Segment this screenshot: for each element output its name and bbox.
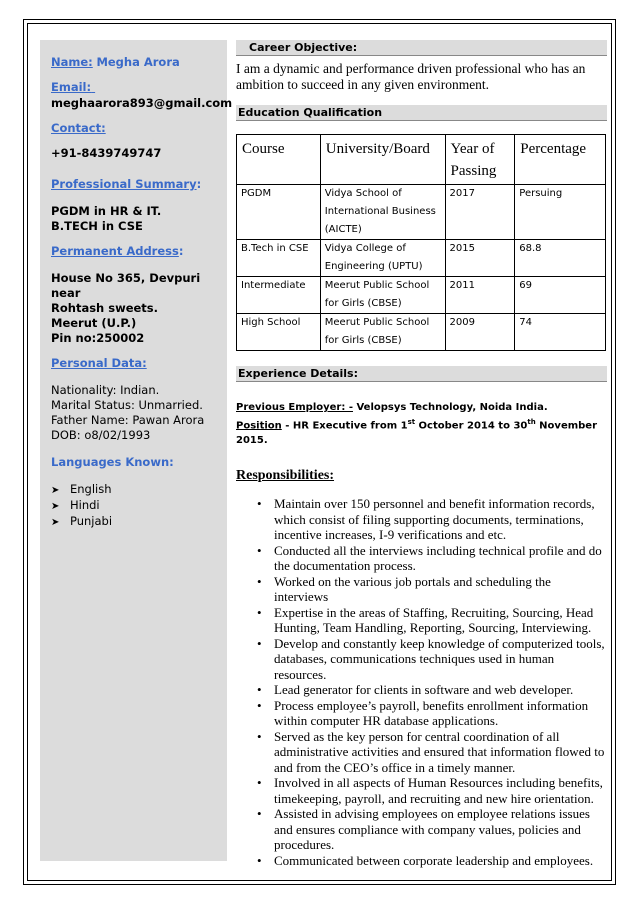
address-label-wrap xyxy=(51,244,227,259)
cell-year: 2011 xyxy=(445,277,515,314)
list-item: • Involved in all aspects of Human Resources including benefits, timekeeping, payroll, and recruiting and new hire orientation. xyxy=(274,775,607,806)
email-label-wrap xyxy=(51,80,227,95)
col-header-board: University/Board xyxy=(320,135,445,185)
cell-year: 2009 xyxy=(445,314,515,351)
contact-label: Contact: xyxy=(51,121,106,135)
address-colon: : xyxy=(178,244,184,258)
summary-label: Professional Summary xyxy=(51,177,197,191)
col-header-course: Course xyxy=(237,135,321,185)
language-label: Punjabi xyxy=(70,514,113,528)
language-label: English xyxy=(70,482,112,496)
col-header-year-line2: Passing xyxy=(450,163,497,179)
position-label: Position xyxy=(236,420,282,432)
list-item: • Maintain over 150 personnel and benefit information records, which consist of filing supporting documents, terminations, incentive increases, I-9 verifications and etc. xyxy=(274,496,607,543)
personal-label: Personal Data: xyxy=(51,356,147,370)
arrow-bullet-icon: ➤ xyxy=(51,517,60,528)
address-line: House No 365, Devpuri near xyxy=(51,271,201,300)
personal-line: Marital Status: Unmarried. xyxy=(51,398,203,412)
arrow-bullet-icon: ➤ xyxy=(51,501,60,512)
personal-label-wrap xyxy=(51,356,227,371)
cell-course: High School xyxy=(237,314,321,351)
cell-board: Vidya College of Engineering (UPTU) xyxy=(320,240,445,277)
personal-line: Nationality: Indian. xyxy=(51,383,160,397)
experience-heading: Experience Details: xyxy=(236,366,607,382)
list-item: • Process employee’s payroll, benefits enrollment information within computer HR database applications. xyxy=(274,698,607,729)
address-lines xyxy=(51,271,227,346)
employer-value: Velopsys Technology, Noida India. xyxy=(356,402,548,413)
name-label: Name: xyxy=(51,55,93,69)
contact-value: +91-8439749747 xyxy=(51,146,162,160)
position-suffix: November 2015. xyxy=(236,420,598,447)
table-row xyxy=(237,240,606,277)
cell-board: Vidya School of International Business (AICTE) xyxy=(320,185,445,240)
contact-label-wrap xyxy=(51,121,227,136)
languages-list xyxy=(51,482,227,530)
table-header-row xyxy=(237,135,606,185)
list-item xyxy=(51,482,227,498)
name-line xyxy=(51,55,227,70)
language-label: Hindi xyxy=(70,498,100,512)
languages-label-wrap xyxy=(51,455,227,470)
personal-lines xyxy=(51,383,227,443)
cell-percentage: Persuing xyxy=(515,185,606,240)
personal-line: DOB: o8/02/1993 xyxy=(51,428,151,442)
employer-line xyxy=(236,400,607,415)
summary-line: PGDM in HR & IT. xyxy=(51,204,162,218)
email-value: meghaarora893@gmail.com xyxy=(51,96,233,110)
table-row xyxy=(237,314,606,351)
position-line xyxy=(236,415,607,448)
responsibilities-list xyxy=(236,496,607,868)
table-row xyxy=(237,277,606,314)
list-item: • Served as the key person for central coordination of all administrative activities and ensured that information flowed to and from the CEO’s office in a timely manner. xyxy=(274,729,607,776)
address-line: Meerut (U.P.) xyxy=(51,316,137,330)
email-label: Email: xyxy=(51,80,92,94)
list-item: • Assisted in advising employees on employee relations issues and ensures compliance with company values, policies and procedures. xyxy=(274,806,607,853)
summary-colon: : xyxy=(196,177,202,191)
list-item: • Lead generator for clients in software and web developer. xyxy=(274,682,607,698)
position-mid: October 2014 to 30 xyxy=(415,420,528,432)
position-prefix: - HR Executive from 1 xyxy=(281,420,408,432)
name-value: Megha Arora xyxy=(96,55,180,69)
cell-course: Intermediate xyxy=(237,277,321,314)
employer-label: Previous Employer: - xyxy=(236,402,353,413)
position-sup-th: th xyxy=(527,418,536,426)
cell-board: Meerut Public School for Girls (CBSE) xyxy=(320,277,445,314)
list-item: • Worked on the various job portals and scheduling the interviews xyxy=(274,574,607,605)
cell-percentage: 74 xyxy=(515,314,606,351)
summary-line: B.TECH in CSE xyxy=(51,219,143,233)
list-item: • Expertise in the areas of Staffing, Recruiting, Sourcing, Head Hunting, Team Handling, Reporting, Sourcing, Interviewing. xyxy=(274,605,607,636)
education-table xyxy=(236,134,606,351)
languages-label: Languages Known: xyxy=(51,455,174,469)
table-row xyxy=(237,185,606,240)
list-item xyxy=(51,514,227,530)
list-item: • Develop and constantly keep knowledge of computerized tools, databases, communications techniques used in human resources. xyxy=(274,636,607,683)
cell-course: B.Tech in CSE xyxy=(237,240,321,277)
cell-percentage: 69 xyxy=(515,277,606,314)
address-line: Pin no:250002 xyxy=(51,331,145,345)
summary-lines xyxy=(51,204,227,234)
position-sup-st: st xyxy=(407,418,416,426)
objective-text: I am a dynamic and performance driven professional who has an ambition to succeed in any given environment. xyxy=(236,61,586,92)
address-line: Rohtash sweets. xyxy=(51,301,159,315)
summary-label-wrap xyxy=(51,177,227,192)
cell-board: Meerut Public School for Girls (CBSE) xyxy=(320,314,445,351)
objective-heading: Career Objective: xyxy=(236,40,607,56)
cell-year: 2017 xyxy=(445,185,515,240)
arrow-bullet-icon: ➤ xyxy=(51,485,60,496)
cell-year: 2015 xyxy=(445,240,515,277)
sidebar xyxy=(40,40,233,861)
cell-course: PGDM xyxy=(237,185,321,240)
responsibilities-title: Responsibilities: xyxy=(236,468,335,484)
col-header-percentage: Percentage xyxy=(515,135,606,185)
main-content xyxy=(236,40,607,868)
list-item: • Communicated between corporate leadership and employees. xyxy=(274,853,607,869)
list-item: • Conducted all the interviews including technical profile and do the documentation process. xyxy=(274,543,607,574)
address-label: Permanent Address xyxy=(51,244,179,258)
education-heading: Education Qualification xyxy=(236,105,607,121)
personal-line: Father Name: Pawan Arora xyxy=(51,413,205,427)
cell-percentage: 68.8 xyxy=(515,240,606,277)
list-item xyxy=(51,498,227,514)
col-header-year: Year of Passing xyxy=(445,135,515,185)
